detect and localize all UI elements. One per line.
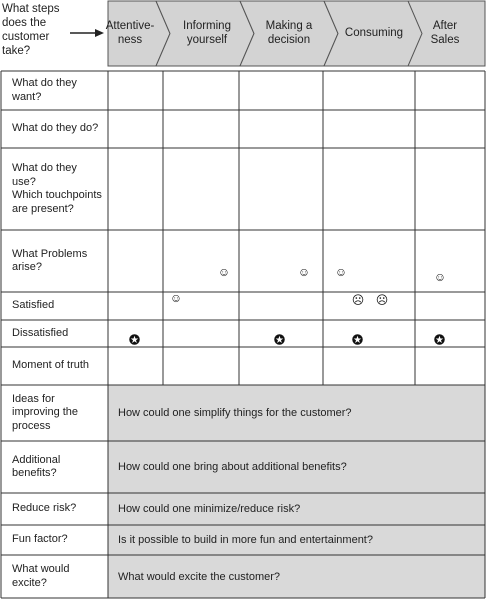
sad-face-icon: ☹ bbox=[375, 293, 389, 307]
row-label-satisfied: Satisfied bbox=[12, 299, 55, 312]
happy-face-icon: ☺ bbox=[217, 265, 231, 279]
idea-label-fun: Fun factor? bbox=[12, 533, 68, 546]
star-icon bbox=[129, 334, 140, 345]
idea-text-simplify: How could one simplify things for the customer? bbox=[118, 407, 352, 419]
idea-label-excite: What would excite? bbox=[12, 563, 70, 589]
row-label-problems: What Problems arise? bbox=[12, 247, 88, 273]
happy-face-icon: ☺ bbox=[169, 291, 183, 305]
step-label-informing-yourself: Informing yourself bbox=[183, 20, 231, 46]
step-label-after-sales: After Sales bbox=[430, 20, 460, 46]
sad-face-icon: ☹ bbox=[351, 293, 365, 307]
row-label-use: What do they use? Which touchpoints are present? bbox=[12, 162, 102, 215]
row-label-dissatisfied: Dissatisfied bbox=[12, 326, 69, 339]
row-label-moment-of-truth: Moment of truth bbox=[12, 359, 90, 372]
idea-text-risk: How could one minimize/reduce risk? bbox=[118, 503, 301, 515]
star-icon bbox=[274, 334, 285, 345]
star-icon bbox=[352, 334, 363, 345]
happy-face-icon: ☺ bbox=[334, 265, 348, 279]
idea-label-improving: Ideas for improving the process bbox=[12, 392, 79, 432]
idea-text-fun: Is it possible to build in more fun and entertainment? bbox=[118, 534, 373, 546]
row-label-do: What do they do? bbox=[12, 122, 99, 135]
idea-label-risk: Reduce risk? bbox=[12, 502, 77, 515]
happy-face-icon: ☺ bbox=[433, 270, 447, 284]
step-label-attentiveness: Attentive- ness bbox=[105, 20, 155, 46]
row-label-want: What do they want? bbox=[12, 77, 77, 103]
idea-label-benefits: Additional benefits? bbox=[12, 453, 61, 479]
step-label-making-a-decision: Making a decision bbox=[265, 20, 313, 46]
happy-face-icon: ☺ bbox=[297, 265, 311, 279]
steps-question: What steps does the customer take? bbox=[2, 3, 60, 57]
idea-text-excite: What would excite the customer? bbox=[118, 570, 281, 583]
step-label-consuming: Consuming bbox=[344, 27, 404, 39]
star-icon bbox=[434, 334, 445, 345]
idea-text-benefits: How could one bring about additional benefits? bbox=[118, 461, 347, 473]
